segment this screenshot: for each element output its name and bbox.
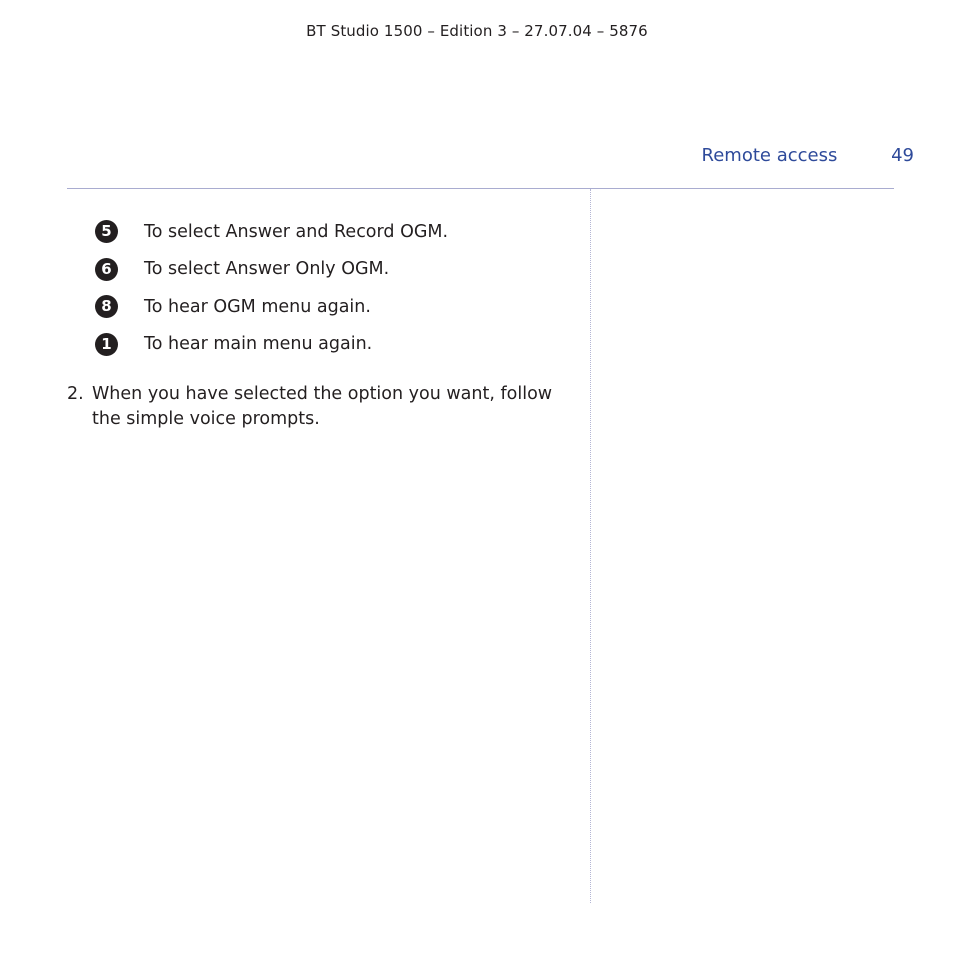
key-option-row: [95, 294, 575, 319]
keypad-options-list: [95, 219, 575, 369]
header-divider: [67, 188, 894, 189]
page-number: 49: [891, 145, 914, 166]
key-5-icon: 5: [95, 220, 118, 243]
key-option-text: To select Answer Only OGM.: [144, 259, 390, 279]
key-option-text: To select Answer and Record OGM.: [144, 221, 449, 242]
key-option-row: [95, 219, 575, 244]
step-number: 2.: [67, 384, 84, 404]
key-option-text: To hear OGM menu again.: [144, 296, 371, 317]
key-6-icon: 6: [95, 258, 118, 281]
step-text: When you have selected the option you want, follow the simple voice prompts.: [92, 384, 553, 429]
key-option-text: To hear main menu again.: [144, 334, 373, 354]
print-slug-line: BT Studio 1500 – Edition 3 – 27.07.04 – 5876: [306, 22, 648, 40]
key-option-row: [95, 332, 575, 357]
column-divider: [590, 189, 591, 903]
running-header: [702, 145, 914, 166]
instruction-step: [67, 382, 572, 432]
key-1-icon: 1: [95, 333, 118, 356]
section-title: Remote access: [701, 145, 838, 166]
key-option-row: [95, 257, 575, 282]
key-8-icon: 8: [95, 295, 118, 318]
